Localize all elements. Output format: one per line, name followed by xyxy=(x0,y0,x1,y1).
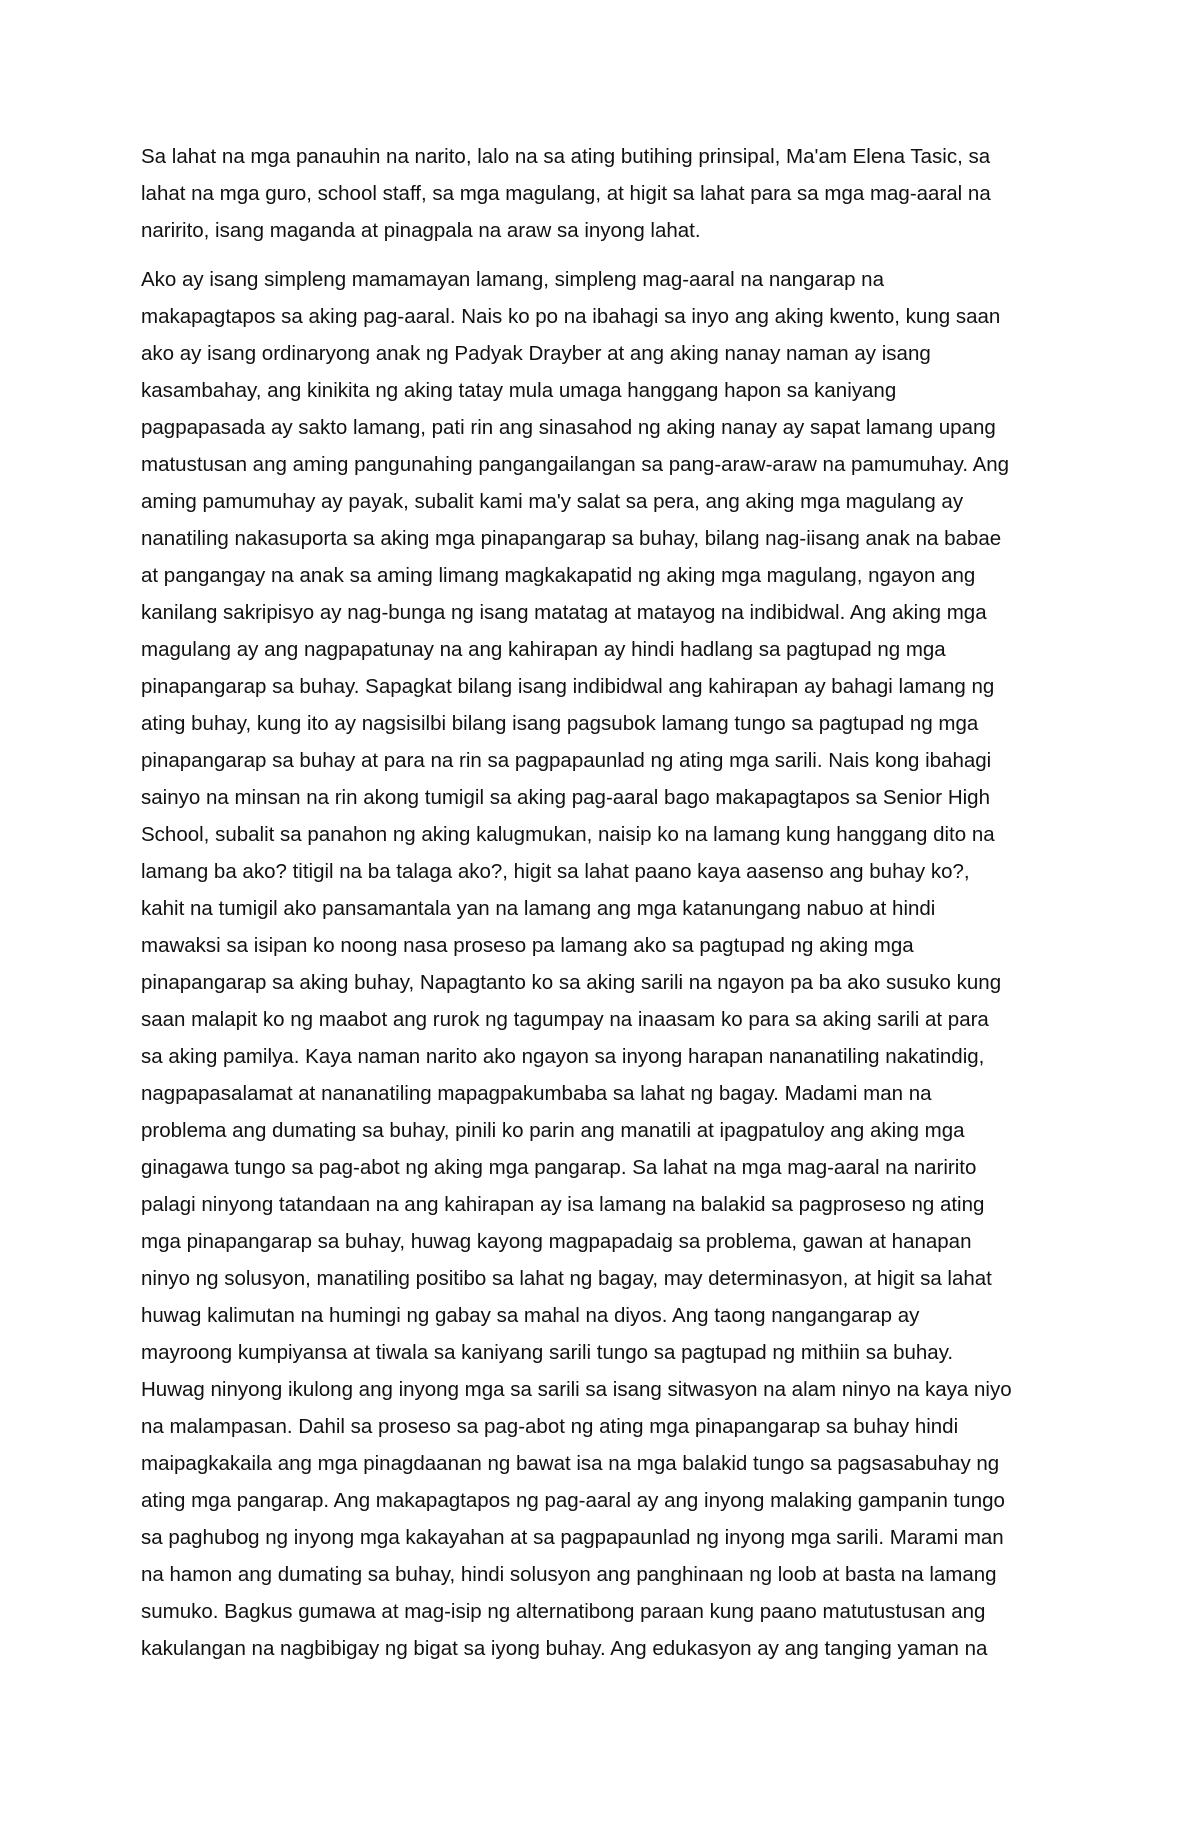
text-line: pagpapasada ay sakto lamang, pati rin ang sinasahod ng aking nanay ay sapat lamang upang xyxy=(141,416,996,439)
text-line: kahit na tumigil ako pansamantala yan na lamang ang mga katanungang nabuo at hindi xyxy=(141,897,936,920)
text-line: magulang ay ang nagpapatunay na ang kahirapan ay hindi hadlang sa pagtupad ng mga xyxy=(141,638,946,661)
text-line: sumuko. Bagkus gumawa at mag-isip ng alternatibong paraan kung paano matutustusan ang xyxy=(141,1600,986,1623)
text-line: palagi ninyong tatandaan na ang kahirapan ay isa lamang na balakid sa pagproseso ng ating xyxy=(141,1193,985,1216)
text-line: mawaksi sa isipan ko noong nasa proseso pa lamang ako sa pagtupad ng aking mga xyxy=(141,934,914,957)
text-line: nagpapasalamat at nananatiling mapagpakumbaba sa lahat ng bagay. Madami man na xyxy=(141,1082,932,1105)
text-line: sa paghubog ng inyong mga kakayahan at sa pagpapaunlad ng inyong mga sarili. Marami man xyxy=(141,1526,1004,1549)
text-line: na hamon ang dumating sa buhay, hindi solusyon ang panghinaan ng loob at basta na lamang xyxy=(141,1563,997,1586)
paragraph-gap xyxy=(141,249,1076,261)
text-line: naririto, isang maganda at pinagpala na araw sa inyong lahat. xyxy=(141,219,701,242)
paragraph xyxy=(141,138,1076,249)
text-line: pinapangarap sa aking buhay, Napagtanto ko sa aking sarili na ngayon pa ba ako susuko kung xyxy=(141,971,1002,994)
text-line: ninyo ng solusyon, manatiling positibo sa lahat ng bagay, may determinasyon, at higit sa lahat xyxy=(141,1267,992,1290)
text-line: School, subalit sa panahon ng aking kalugmukan, naisip ko na lamang kung hanggang dito na xyxy=(141,823,995,846)
text-line: lahat na mga guro, school staff, sa mga magulang, at higit sa lahat para sa mga mag-aaral na xyxy=(141,182,991,205)
text-line: nanatiling nakasuporta sa aking mga pinapangarap sa buhay, bilang nag-iisang anak na babae xyxy=(141,527,1002,550)
text-line: maipagkakaila ang mga pinagdaanan ng bawat isa na mga balakid tungo sa pagsasabuhay ng xyxy=(141,1452,1000,1475)
text-line: mayroong kumpiyansa at tiwala sa kaniyang sarili tungo sa pagtupad ng mithiin sa buhay. xyxy=(141,1341,954,1364)
text-line: na malampasan. Dahil sa proseso sa pag-abot ng ating mga pinapangarap sa buhay hindi xyxy=(141,1415,959,1438)
text-line: ako ay isang ordinaryong anak ng Padyak Drayber at ang aking nanay naman ay isang xyxy=(141,342,931,365)
text-line: kakulangan na nagbibigay ng bigat sa iyong buhay. Ang edukasyon ay ang tanging yaman na xyxy=(141,1637,988,1660)
text-line: lamang ba ako? titigil na ba talaga ako?, higit sa lahat paano kaya aasenso ang buhay ko?, xyxy=(141,860,970,883)
text-line: saan malapit ko ng maabot ang rurok ng tagumpay na inaasam ko para sa aking sarili at para xyxy=(141,1008,989,1031)
text-line: kasambahay, ang kinikita ng aking tatay mula umaga hanggang hapon sa kaniyang xyxy=(141,379,897,402)
text-line: huwag kalimutan na humingi ng gabay sa mahal na diyos. Ang taong nangangarap ay xyxy=(141,1304,920,1327)
text-line: kanilang sakripisyo ay nag-bunga ng isang matatag at matayog na indibidwal. Ang aking mga xyxy=(141,601,987,624)
text-line: ating mga pangarap. Ang makapagtapos ng pag-aaral ay ang inyong malaking gampanin tungo xyxy=(141,1489,1005,1512)
text-line: at pangangay na anak sa aming limang magkakapatid ng aking mga magulang, ngayon ang xyxy=(141,564,976,587)
text-line: matustusan ang aming pangunahing pangangailangan sa pang-araw-araw na pamumuhay. Ang xyxy=(141,453,1010,476)
document-body xyxy=(141,138,1076,1667)
text-line: makapagtapos sa aking pag-aaral. Nais ko po na ibahagi sa inyo ang aking kwento, kung saan xyxy=(141,305,1001,328)
text-line: sa aking pamilya. Kaya naman narito ako ngayon sa inyong harapan nananatiling nakatindig, xyxy=(141,1045,985,1068)
text-line: mga pinapangarap sa buhay, huwag kayong magpapadaig sa problema, gawan at hanapan xyxy=(141,1230,972,1253)
text-line: pinapangarap sa buhay at para na rin sa pagpapaunlad ng ating mga sarili. Nais kong ibahagi xyxy=(141,749,992,772)
text-line: ginagawa tungo sa pag-abot ng aking mga pangarap. Sa lahat na mga mag-aaral na naririto xyxy=(141,1156,977,1179)
text-line: Ako ay isang simpleng mamamayan lamang, simpleng mag-aaral na nangarap na xyxy=(141,268,884,291)
text-line: Sa lahat na mga panauhin na narito, lalo na sa ating butihing prinsipal, Ma'am Elena Tasic, sa xyxy=(141,145,991,168)
paragraph xyxy=(141,261,1076,1667)
text-line: ating buhay, kung ito ay nagsisilbi bilang isang pagsubok lamang tungo sa pagtupad ng mga xyxy=(141,712,979,735)
text-line: pinapangarap sa buhay. Sapagkat bilang isang indibidwal ang kahirapan ay bahagi lamang ng xyxy=(141,675,995,698)
text-line: problema ang dumating sa buhay, pinili ko parin ang manatili at ipagpatuloy ang aking mga xyxy=(141,1119,965,1142)
text-line: Huwag ninyong ikulong ang inyong mga sa sarili sa isang sitwasyon na alam ninyo na kaya niyo xyxy=(141,1378,1012,1401)
text-line: sainyo na minsan na rin akong tumigil sa aking pag-aaral bago makapagtapos sa Senior High xyxy=(141,786,990,809)
text-line: aming pamumuhay ay payak, subalit kami ma'y salat sa pera, ang aking mga magulang ay xyxy=(141,490,964,513)
